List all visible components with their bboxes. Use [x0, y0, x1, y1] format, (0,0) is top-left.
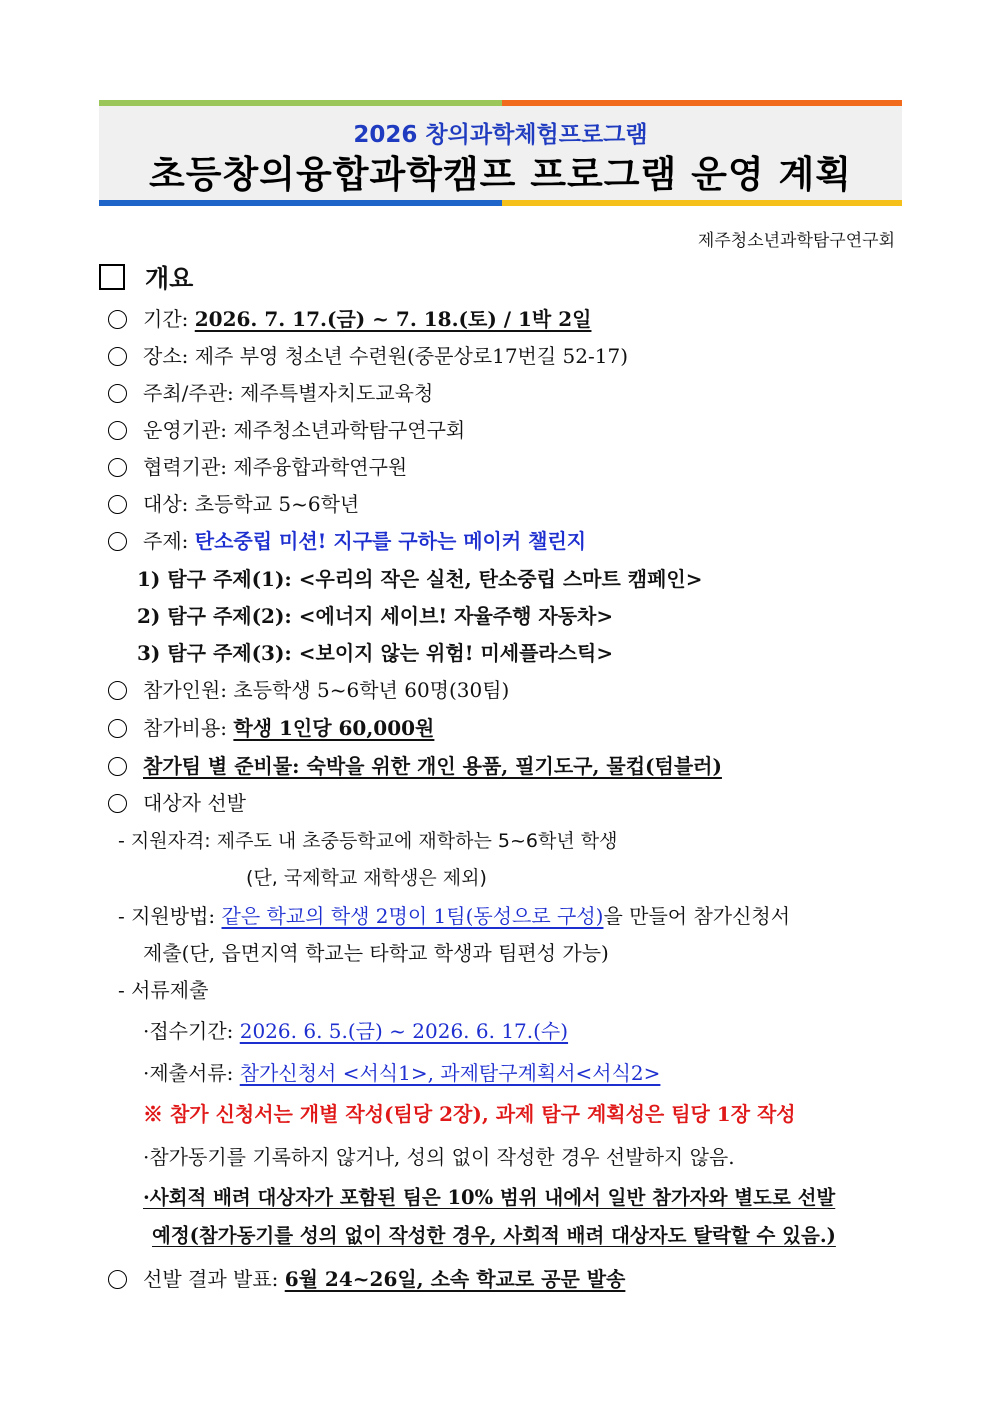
docs-value: 참가신청서 <서식1>, 과제탐구계획서<서식2> — [239, 1061, 661, 1085]
circle-bullet-icon — [108, 681, 127, 700]
topic-1: 1) 탐구 주제(1): <우리의 작은 실천, 탄소중립 스마트 캠페인> — [137, 567, 703, 591]
circle-bullet-icon — [108, 347, 127, 366]
item-target: 대상: 초등학교 5~6학년 — [108, 491, 359, 517]
item-fee: 참가비용: 학생 1인당 60,000원 — [108, 715, 434, 741]
item-participants: 참가인원: 초등학생 5~6학년 60명(30팀) — [108, 677, 509, 703]
circle-bullet-icon — [108, 495, 127, 514]
method: - 지원방법: 같은 학교의 학생 2명이 1팀(동성으로 구성)을 만들어 참가신청서 — [118, 904, 791, 928]
notice: ※ 참가 신청서는 개별 작성(팀당 2장), 과제 탐구 계획성은 팀당 1장 작성 — [143, 1102, 796, 1126]
topic-3: 3) 탐구 주제(3): <보이지 않는 위험! 미세플라스틱> — [137, 641, 614, 665]
eligibility: - 지원자격: 제주도 내 초중등학교에 재학하는 5~6학년 학생 — [118, 830, 618, 852]
theme-value: 탄소중립 미션! 지구를 구하는 메이커 챌린지 — [194, 529, 587, 553]
item-partner: 협력기관: 제주융합과학연구원 — [108, 454, 407, 480]
banner-bar-orange — [502, 100, 902, 106]
social-note-2: 예정(참가동기를 성의 없이 작성한 경우, 사회적 배려 대상자도 탈락할 수 있음.) — [152, 1224, 836, 1247]
docs-heading: - 서류제출 — [118, 978, 209, 1002]
section-heading — [99, 259, 193, 295]
item-result: 선발 결과 발표: 6월 24~26일, 소속 학교로 공문 발송 — [108, 1266, 625, 1292]
circle-bullet-icon — [108, 1270, 127, 1289]
motive-note: ·참가동기를 기록하지 않거나, 성의 없이 작성한 경우 선발하지 않음. — [143, 1145, 735, 1169]
document-title: 초등창의융합과학캠프 프로그램 운영 계획 — [149, 153, 852, 196]
circle-bullet-icon — [108, 384, 127, 403]
topic-2: 2) 탐구 주제(2): <에너지 세이브! 자율주행 자동차> — [137, 604, 614, 628]
circle-bullet-icon — [108, 757, 127, 776]
item-host: 주최/주관: 제주특별자치도교육청 — [108, 380, 433, 406]
organization-name: 제주청소년과학탐구연구회 — [697, 231, 895, 251]
section-title: 개요 — [145, 264, 194, 293]
fee-value: 학생 1인당 60,000원 — [233, 716, 435, 740]
result-value: 6월 24~26일, 소속 학교로 공문 발송 — [284, 1267, 626, 1291]
method-line-2: 제출(단, 읍면지역 학교는 타학교 학생과 팀편성 가능) — [143, 941, 609, 965]
circle-bullet-icon — [108, 719, 127, 738]
item-supplies: 참가팀 별 준비물: 숙박을 위한 개인 용품, 필기도구, 물컵(텀블러) — [108, 753, 722, 779]
item-theme: 주제: 탄소중립 미션! 지구를 구하는 메이커 챌린지 — [108, 528, 586, 554]
social-note-1: ·사회적 배려 대상자가 포함된 팀은 10% 범위 내에서 일반 참가자와 별도로 선발 — [143, 1186, 836, 1209]
banner-bar-green — [99, 100, 502, 106]
circle-bullet-icon — [108, 532, 127, 551]
circle-bullet-icon — [108, 794, 127, 813]
circle-bullet-icon — [108, 458, 127, 477]
checkbox-square-icon — [99, 264, 125, 290]
receipt-value: 2026. 6. 5.(금) ~ 2026. 6. 17.(수) — [239, 1019, 569, 1043]
method-value: 같은 학교의 학생 2명이 1팀(동성으로 구성) — [221, 904, 604, 928]
banner-bar-yellow — [502, 200, 902, 206]
banner-bar-blue — [99, 200, 502, 206]
item-place: 장소: 제주 부영 청소년 수련원(중문상로17번길 52-17) — [108, 343, 628, 369]
item-selection: 대상자 선발 — [108, 790, 246, 816]
document-subtitle: 2026 창의과학체험프로그램 — [353, 122, 648, 148]
period-value: 2026. 7. 17.(금) ~ 7. 18.(토) / 1박 2일 — [194, 307, 592, 331]
circle-bullet-icon — [108, 421, 127, 440]
eligibility-note: (단, 국제학교 재학생은 제외) — [246, 867, 487, 889]
circle-bullet-icon — [108, 310, 127, 329]
submit-docs: ·제출서류: 참가신청서 <서식1>, 과제탐구계획서<서식2> — [143, 1061, 661, 1085]
title-banner — [99, 100, 902, 206]
item-operator: 운영기관: 제주청소년과학탐구연구회 — [108, 417, 465, 443]
receipt-period: ·접수기간: 2026. 6. 5.(금) ~ 2026. 6. 17.(수) — [143, 1019, 569, 1043]
item-period: 기간: 2026. 7. 17.(금) ~ 7. 18.(토) / 1박 2일 — [108, 306, 591, 332]
